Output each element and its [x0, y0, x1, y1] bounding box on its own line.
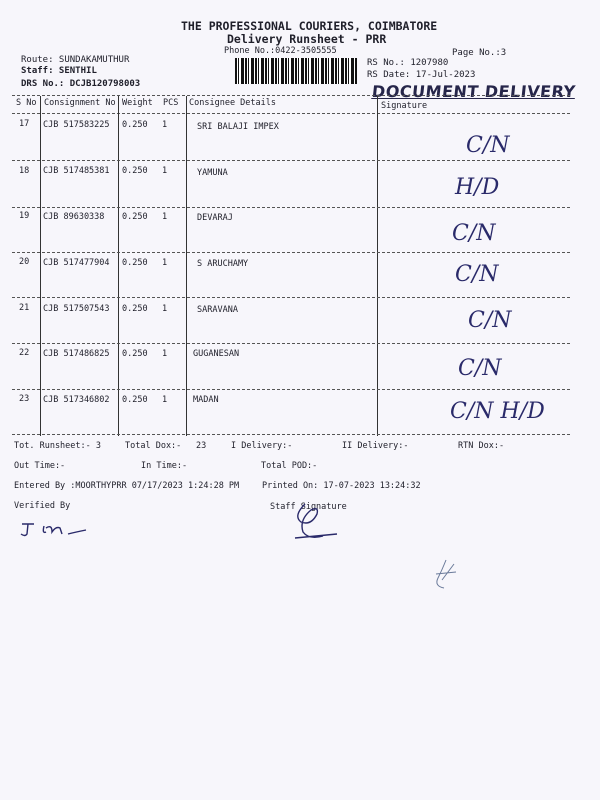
row-consignment: CJB 517477904 [43, 258, 110, 268]
row-consignee: YAMUNA [197, 168, 228, 178]
row-consignee: SARAVANA [197, 305, 238, 315]
table-header-rule [12, 113, 570, 114]
row-sno: 17 [19, 119, 30, 129]
row-consignment: CJB 517346802 [43, 395, 110, 405]
row-signature: C/N [455, 262, 499, 287]
row-consignee: DEVARAJ [197, 213, 233, 223]
col-signature: Signature [381, 101, 428, 111]
row-weight: 0.250 [122, 349, 148, 359]
row-signature: C/N [452, 221, 496, 246]
rs-number: RS No.: 1207980 [367, 58, 449, 68]
barcode [235, 58, 357, 84]
row-consignee: S ARUCHAMY [197, 259, 249, 269]
row-consignment: CJB 89630338 [43, 212, 105, 222]
rs-date: RS Date: 17-Jul-2023 [367, 70, 476, 80]
row-signature: C/N [458, 356, 502, 381]
row-pcs: 1 [162, 212, 168, 222]
staff-signature [283, 498, 353, 542]
row-consignment: CJB 517507543 [43, 304, 110, 314]
total-runsheet: Tot. Runsheet:- 3 [14, 441, 101, 451]
table-bottom-rule [12, 434, 570, 435]
row-pcs: 1 [162, 304, 168, 314]
document-title: Delivery Runsheet - PRR [227, 32, 387, 46]
ii-delivery: II Delivery:- [342, 441, 409, 451]
row-consignee: MADAN [193, 395, 219, 405]
col-pcs: PCS [163, 98, 179, 108]
page-number: Page No.:3 [452, 48, 507, 58]
col-sno: S No [16, 98, 37, 108]
row-consignment: CJB 517583225 [43, 120, 110, 130]
col-weight: Weight [122, 98, 153, 108]
row-signature: H/D [455, 175, 500, 200]
total-dox-value: 23 [196, 441, 207, 451]
row-sno: 20 [19, 257, 30, 267]
row-weight: 0.250 [122, 258, 148, 268]
row-rule [12, 297, 570, 298]
i-delivery: I Delivery:- [231, 441, 293, 451]
row-pcs: 1 [162, 395, 168, 405]
route: Route: SUNDAKAMUTHUR [21, 55, 130, 65]
row-weight: 0.250 [122, 212, 148, 222]
row-pcs: 1 [162, 120, 168, 130]
col-consignment: Consignment No [44, 98, 116, 108]
pen-mark [424, 556, 464, 594]
phone-number: Phone No.:0422-3505555 [224, 46, 337, 56]
row-rule [12, 389, 570, 390]
row-sno: 23 [19, 394, 30, 404]
verified-by: Verified By [14, 501, 71, 511]
out-time: Out Time:- [14, 461, 66, 471]
drs-number: DRS No.: DCJB120798003 [21, 79, 141, 89]
in-time: In Time:- [141, 461, 188, 471]
col-rule-4 [377, 96, 378, 436]
row-rule [12, 343, 570, 344]
row-weight: 0.250 [122, 166, 148, 176]
row-signature: C/N [468, 308, 512, 333]
total-dox-label: Total Dox:- [125, 441, 182, 451]
row-sno: 18 [19, 166, 30, 176]
staff-signature-label: Staff Signature [270, 502, 347, 512]
row-sno: 22 [19, 348, 30, 358]
col-rule-1 [40, 96, 41, 436]
row-pcs: 1 [162, 349, 168, 359]
verifier-signature [18, 514, 98, 538]
row-consignee: SRI BALAJI IMPEX [197, 122, 279, 132]
col-consignee: Consignee Details [189, 98, 276, 108]
row-weight: 0.250 [122, 120, 148, 130]
row-rule [12, 252, 570, 253]
row-consignee: GUGANESAN [193, 349, 240, 359]
row-consignment: CJB 517485381 [43, 166, 110, 176]
col-rule-2 [118, 96, 119, 436]
document-delivery-stamp: DOCUMENT DELIVERY [371, 82, 577, 101]
total-pod: Total POD:- [261, 461, 318, 471]
row-sno: 19 [19, 211, 30, 221]
printed-on: Printed On: 17-07-2023 13:24:32 [262, 481, 421, 491]
row-pcs: 1 [162, 258, 168, 268]
col-rule-3 [186, 96, 187, 436]
entered-by: Entered By :MOORTHYPRR 07/17/2023 1:24:28 PM [14, 481, 240, 491]
row-rule [12, 160, 570, 161]
row-rule [12, 207, 570, 208]
row-consignment: CJB 517486825 [43, 349, 110, 359]
staff: Staff: SENTHIL [21, 66, 97, 76]
row-pcs: 1 [162, 166, 168, 176]
row-weight: 0.250 [122, 304, 148, 314]
rtn-dox: RTN Dox:- [458, 441, 505, 451]
company-name: THE PROFESSIONAL COURIERS, COIMBATORE [181, 19, 438, 33]
row-signature: C/N H/D [450, 399, 545, 424]
row-signature: C/N [466, 133, 510, 158]
row-weight: 0.250 [122, 395, 148, 405]
table-top-rule [12, 95, 570, 96]
row-sno: 21 [19, 303, 30, 313]
